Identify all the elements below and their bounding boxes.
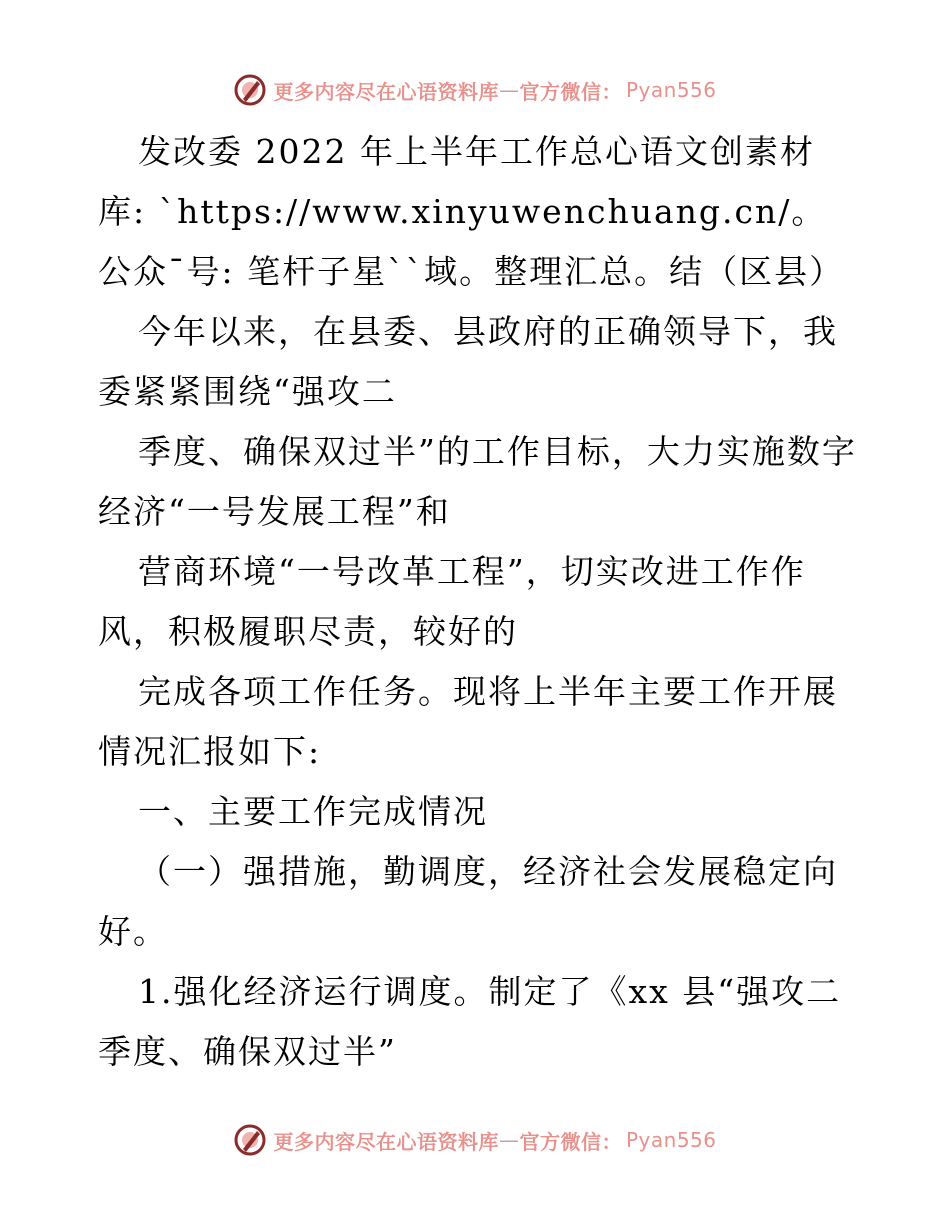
subsection-heading-1: （一）强措施，勤调度，经济社会发展稳定向好。 (98, 852, 838, 951)
banner-text (273, 76, 716, 105)
section-heading-1: 一、主要工作完成情况 (138, 792, 488, 831)
banner-main-text: 更多内容尽在心语资料库 (273, 79, 499, 104)
banner-wechat-id: Pyan556 (625, 78, 717, 102)
paragraph-item-1: 1.强化经济运行调度。制定了《xx 县“强攻二季度、确保双过半” (98, 972, 842, 1071)
paragraph-title: 发改委 2022 年上半年工作总心语文创素材库: `https://www.xinyuwenchuang.cn/。公众¯号: 笔杆子星``域。整理汇总。结（区县） (98, 132, 845, 291)
paragraph-intro-2: 季度、确保双过半”的工作目标，大力实施数字经济“一号发展工程”和 (98, 432, 857, 531)
banner-separator: — (498, 78, 520, 102)
paragraph-intro-4: 完成各项工作任务。现将上半年主要工作开展情况汇报如下: (98, 672, 838, 771)
paragraph-intro-3: 营商环境“一号改革工程”，切实改进工作作风，积极履职尽责，较好的 (98, 552, 806, 651)
banner-separator: — (498, 1128, 520, 1152)
document-body (98, 122, 858, 1082)
banner-wechat-label: 官方微信： (519, 79, 622, 104)
banner-main-text: 更多内容尽在心语资料库 (273, 1129, 499, 1154)
banner-wechat-label: 官方微信： (519, 1129, 622, 1154)
header-banner (0, 68, 950, 112)
pen-circle-logo-icon (233, 73, 267, 107)
banner-text (273, 1126, 716, 1155)
pen-circle-logo-icon (233, 1123, 267, 1157)
paragraph-intro-1: 今年以来，在县委、县政府的正确领导下，我委紧紧围绕“强攻二 (98, 312, 838, 411)
footer-banner (0, 1118, 950, 1162)
banner-wechat-id: Pyan556 (625, 1128, 717, 1152)
